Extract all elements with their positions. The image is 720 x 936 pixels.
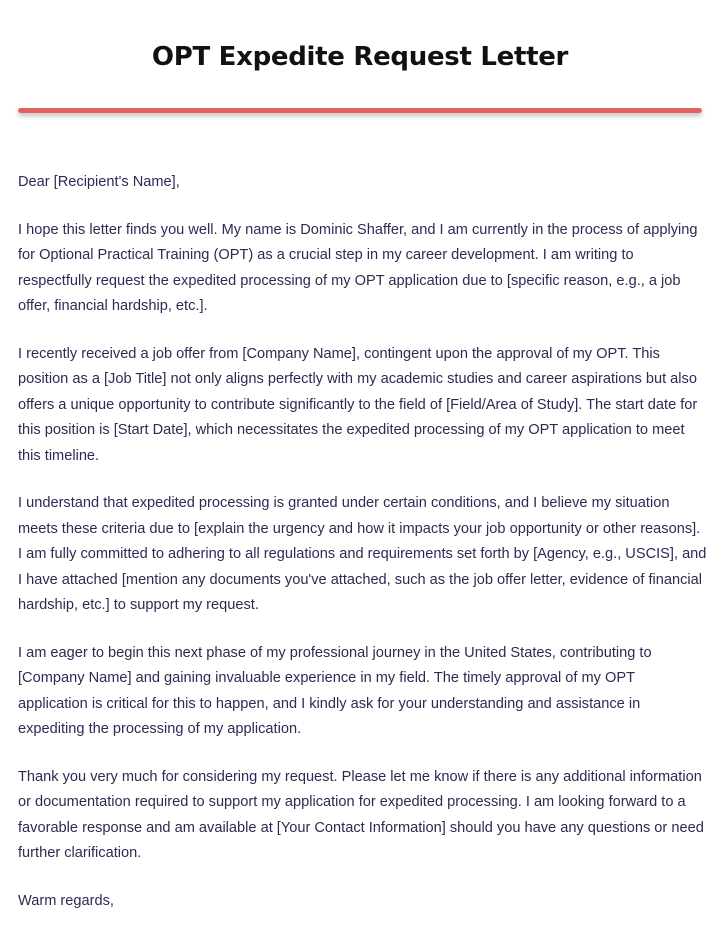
title-divider (18, 108, 702, 113)
letter-closing: Warm regards, (18, 892, 114, 909)
letter-paragraph-intro: I hope this letter finds you well. My name is Dominic Shaffer, and I am currently in the process of applying for Optional Practical Training (OPT) as a crucial step in my career development. I am writing to respectfully request the expedited processing of my OPT application due to [specific reason, e.g., a job offer, financial hardship, etc.]. (18, 221, 698, 314)
letter-paragraph-job-offer: I recently received a job offer from [Company Name], contingent upon the approval of my OPT. This position as a [Job Title] not only aligns perfectly with my academic studies and career aspirations but also offers a unique opportunity to contribute significantly to the field of [Field/Area of Study]. The start date for this position is [Start Date], which necessitates the expedited processing of my OPT application to meet this timeline. (18, 345, 698, 464)
letter-body (18, 170, 708, 936)
letter-salutation: Dear [Recipient's Name], (18, 174, 180, 190)
page-title: OPT Expedite Request Letter (151, 42, 569, 72)
letter-paragraph-thanks: Thank you very much for considering my request. Please let me know if there is any additional information or documentation required to support my application for expedited processing. I am looking forward to a favorable response and am available at [Your Contact Information] should you have any questions or need further clarification. (18, 768, 704, 861)
letter-paragraph-criteria: I understand that expedited processing is granted under certain conditions, and I believe my situation meets these criteria due to [explain the urgency and how it impacts your job opportunity or other reasons]. I am fully committed to adhering to all regulations and requirements set forth by [Agency, e.g., USCIS], and I have attached [mention any documents you've attached, such as the job offer letter, evidence of financial hardship, etc.] to support my request. (18, 495, 707, 613)
letter-paragraph-eager: I am eager to begin this next phase of my professional journey in the United States, contributing to [Company Name] and gaining invaluable experience in my field. The timely approval of my OPT application is critical for this to happen, and I kindly ask for your understanding and assistance in expediting the processing of my application. (18, 644, 652, 737)
